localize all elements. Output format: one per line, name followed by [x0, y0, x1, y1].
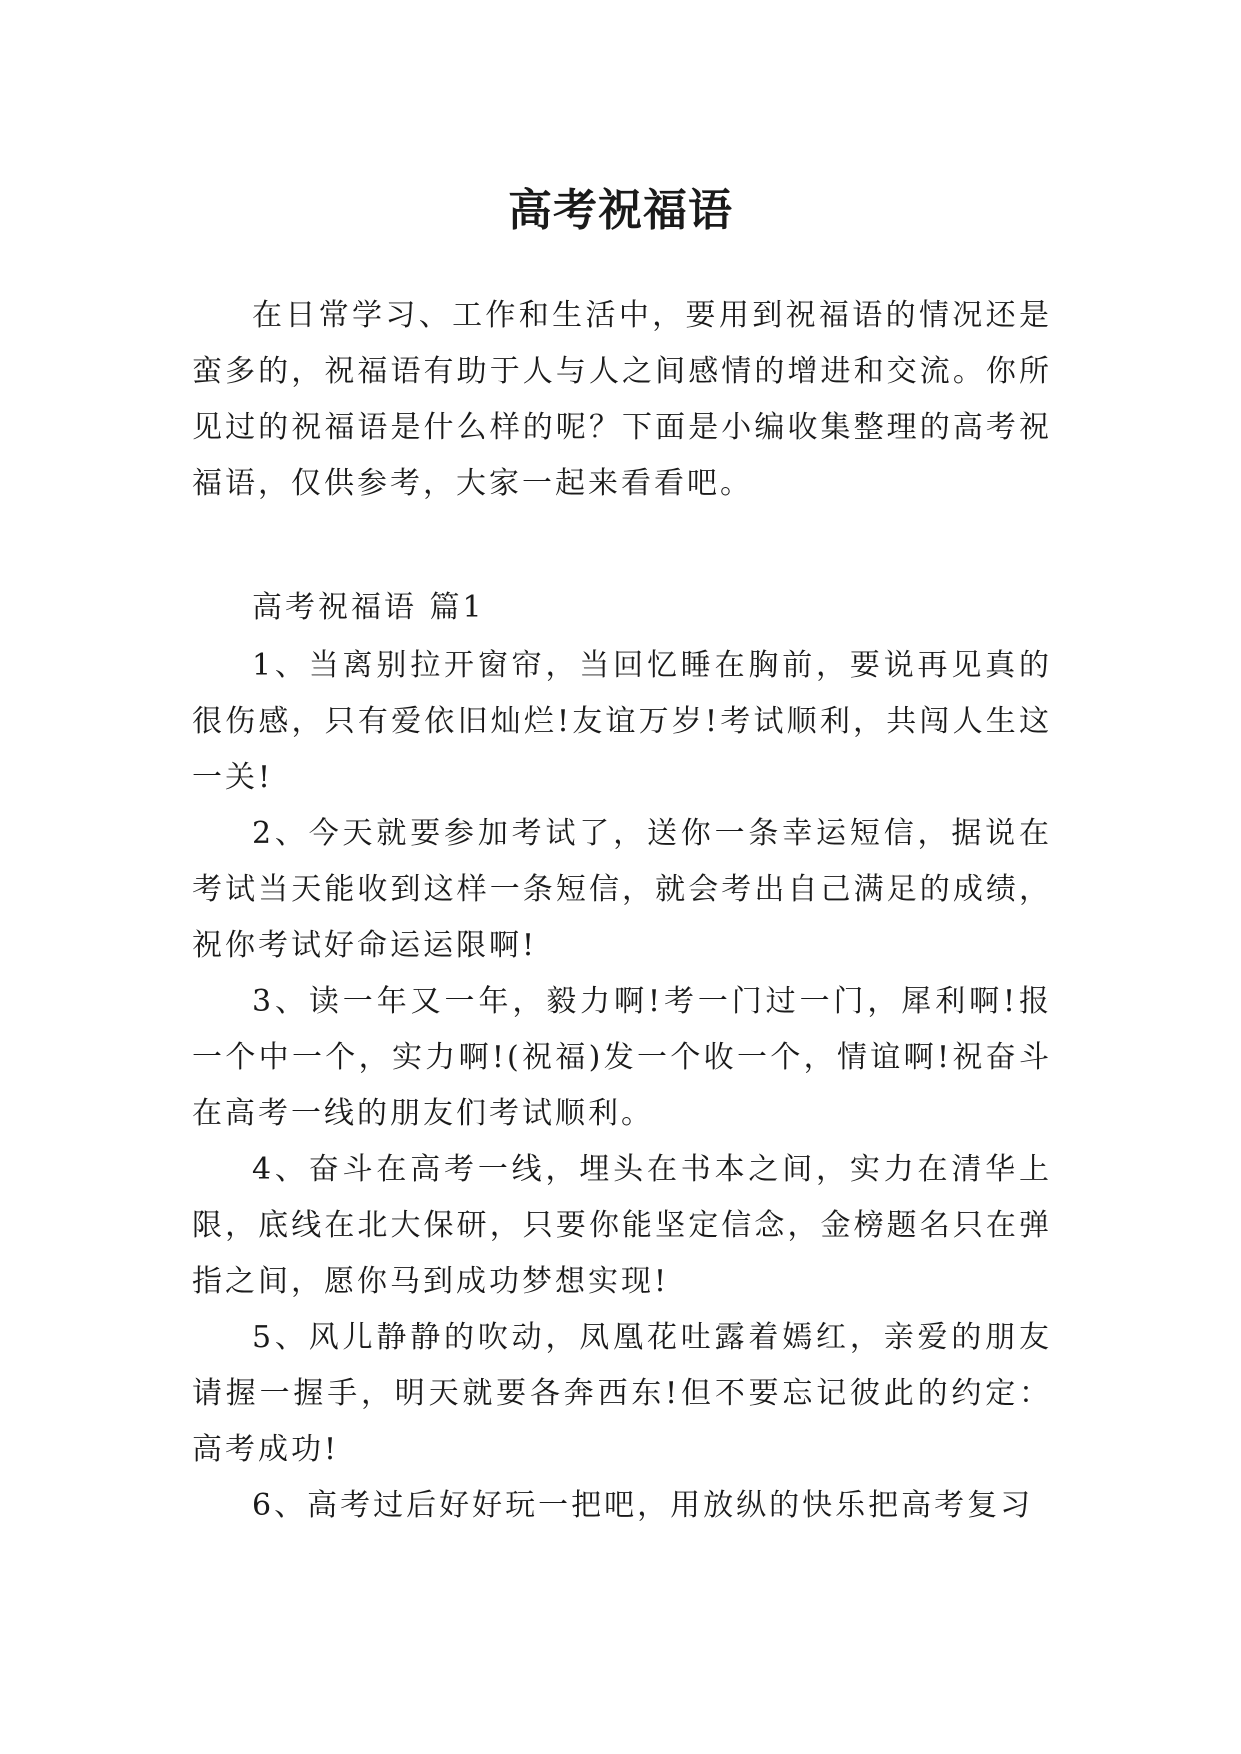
intro-paragraph: 在日常学习、工作和生活中，要用到祝福语的情况还是蛮多的，祝福语有助于人与人之间感情的增进和交流。你所见过的祝福语是什么样的呢？下面是小编收集整理的高考祝福语，仅供参考，大家一起来看看吧。 [192, 298, 1052, 501]
blessing-item-2: 2、今天就要参加考试了，送你一条幸运短信，据说在考试当天能收到这样一条短信，就会考出自己满足的成绩，祝你考试好命运运限啊! [192, 816, 1052, 963]
blessing-item-5: 5、风儿静静的吹动，凤凰花吐露着嫣红，亲爱的朋友请握一握手，明天就要各奔西东!但不要忘记彼此的约定：高考成功! [192, 1320, 1052, 1467]
blessing-item-3: 3、读一年又一年，毅力啊!考一门过一门，犀利啊!报一个中一个，实力啊!(祝福)发一个收一个，情谊啊!祝奋斗在高考一线的朋友们考试顺利。 [192, 984, 1052, 1131]
document-title: 高考祝福语 [508, 185, 733, 237]
blessing-item-1: 1、当离别拉开窗帘，当回忆睡在胸前，要说再见真的很伤感，只有爱依旧灿烂!友谊万岁!考试顺利，共闯人生这一关! [192, 648, 1052, 795]
blessing-item-4: 4、奋斗在高考一线，埋头在书本之间，实力在清华上限，底线在北大保研，只要你能坚定信念，金榜题名只在弹指之间，愿你马到成功梦想实现! [192, 1152, 1052, 1299]
section-heading: 高考祝福语 篇1 [252, 590, 485, 625]
blessing-list [192, 638, 1052, 1534]
blessing-item-6: 6、高考过后好好玩一把吧，用放纵的快乐把高考复习 [252, 1488, 1034, 1523]
